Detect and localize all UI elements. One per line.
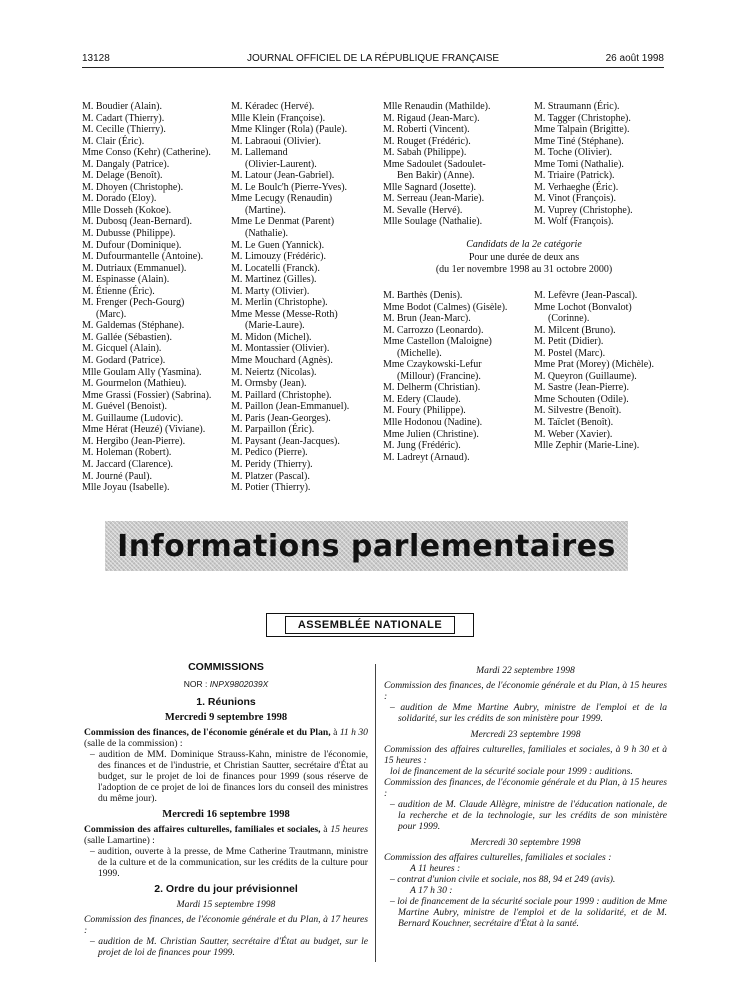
category-duration: Pour une durée de deux ans <box>468 251 580 263</box>
person-entry: M. Barthès (Denis). <box>383 290 463 301</box>
person-entry: M. Jaccard (Clarence). <box>82 458 174 470</box>
person-entry: M. Delherm (Christian). <box>383 382 481 394</box>
section-reunions: 1. Réunions <box>196 696 256 708</box>
person-entry: Mlle Sagnard (Josette). <box>383 181 477 193</box>
person-entry: M. Lefèvre (Jean-Pascal). <box>534 290 638 301</box>
person-entry: M. Foury (Philippe). <box>383 405 466 417</box>
person-entry: Mme Talpain (Brigitte). <box>534 124 630 136</box>
person-entry: M. Dhoyen (Christophe). <box>82 181 184 193</box>
person-entry: M. Potier (Thierry). <box>231 482 311 494</box>
person-entry: Mme Tomi (Nathalie). <box>534 158 624 170</box>
person-entry: M. Verhaeghe (Éric). <box>534 181 619 193</box>
agenda-item: loi de financement de la sécurité sociale pour 1999 : auditions. <box>390 766 633 777</box>
person-entry: M. Galdemas (Stéphane). <box>82 320 185 332</box>
person-entry: M. Marty (Olivier). <box>231 285 310 297</box>
banner-title: Informations parlementaires <box>117 529 616 564</box>
page-number: 13128 <box>82 53 110 64</box>
person-entry: Mme Czaykowski-Lefur <box>383 359 482 371</box>
name-column-3 <box>383 101 527 228</box>
agenda-item: – audition de M. Christian Sautter, secrétaire d'État au budget, sur le projet de loi de finances pour 1999. <box>90 936 368 958</box>
person-entry: M. Dufour (Dominique). <box>82 239 182 251</box>
person-entry: (Marc). <box>96 308 127 320</box>
person-entry: M. Vuprey (Christophe). <box>534 204 633 216</box>
nor-label: NOR : <box>183 679 210 689</box>
category-period: (du 1er novembre 1998 au 31 octobre 2000) <box>435 264 613 275</box>
person-entry: M. Boudier (Alain). <box>82 101 162 112</box>
person-entry: Mme Messe (Messe-Roth) <box>231 308 338 320</box>
person-entry: M. Étienne (Éric). <box>82 285 155 297</box>
person-entry: M. Journé (Paul). <box>82 470 152 482</box>
person-entry: M. Edery (Claude). <box>383 393 461 405</box>
person-entry: M. Dubusse (Philippe). <box>82 228 176 240</box>
person-entry: M. Dutriaux (Emmanuel). <box>82 262 187 274</box>
person-entry: (Martine). <box>245 204 286 216</box>
person-entry: (Corinne). <box>548 313 590 325</box>
agenda-item: – audition de Mme Martine Aubry, ministre de l'emploi et de la solidarité, sur les crédits de son ministère pour 1999. <box>390 702 667 724</box>
person-entry: (Nathalie). <box>245 228 289 240</box>
person-entry: M. Le Boulc'h (Pierre-Yves). <box>231 181 348 193</box>
person-entry: M. Paris (Jean-Georges). <box>231 412 331 424</box>
person-entry: M. Dangaly (Patrice). <box>82 158 170 170</box>
person-entry: M. Sevalle (Hervé). <box>383 204 463 216</box>
date-heading: Mercredi 16 septembre 1998 <box>162 809 290 820</box>
person-entry: M. Merlin (Christophe). <box>231 297 328 309</box>
person-entry: M. Wolf (François). <box>534 216 614 228</box>
person-entry: M. Tagger (Christophe). <box>534 112 631 124</box>
person-entry: M. Ormsby (Jean). <box>231 378 307 390</box>
person-entry: M. Platzer (Pascal). <box>231 470 310 482</box>
person-entry: M. Limouzy (Frédéric). <box>231 251 326 263</box>
person-entry: M. Dufourmantelle (Antoine). <box>82 251 204 263</box>
agenda-item: – audition de M. Claude Allègre, ministre de l'éducation nationale, de la recherche et de la technologie, sur les crédits de son ministère pour 1999. <box>390 799 667 832</box>
person-entry: M. Silvestre (Benoît). <box>534 405 622 417</box>
person-entry: Mlle Klein (Françoise). <box>231 112 326 124</box>
person-entry: M. Guillaume (Ludovic). <box>82 412 184 424</box>
person-entry: M. Guével (Benoist). <box>82 401 167 413</box>
person-entry: M. Delage (Benoît). <box>82 170 163 182</box>
paragraph: Commission des finances, de l'économie générale et du Plan, à 15 heures : <box>384 680 667 702</box>
category-heading <box>383 239 665 277</box>
section-banner <box>105 521 628 571</box>
person-entry: Ben Bakir) (Anne). <box>397 170 475 182</box>
person-entry: M. Godard (Patrice). <box>82 355 166 367</box>
person-entry: (Marie-Laure). <box>245 320 305 332</box>
person-entry: M. Parpaillon (Éric). <box>231 424 315 436</box>
person-entry: M. Pedico (Pierre). <box>231 447 308 459</box>
paragraph <box>84 824 368 846</box>
journal-title: JOURNAL OFFICIEL DE LA RÉPUBLIQUE FRANÇAISE <box>246 53 500 64</box>
person-entry: M. Petit (Didier). <box>534 336 604 348</box>
person-entry: M. Kéradec (Hervé). <box>231 101 315 112</box>
person-entry: M. Sabah (Philippe). <box>383 147 467 159</box>
time: 11 h 30 <box>339 727 368 738</box>
person-entry: Mme Julien (Christine). <box>383 428 479 440</box>
date-heading: Mercredi 30 septembre 1998 <box>470 837 581 848</box>
issue-date: 26 août 1998 <box>605 53 664 64</box>
person-entry: Mme Lecugy (Renaudin) <box>231 193 333 205</box>
person-entry: M. Peridy (Thierry). <box>231 458 313 470</box>
text-fragment: à <box>330 727 338 738</box>
person-entry: Mme Lochot (Bonvalot) <box>534 301 632 313</box>
person-entry: M. Labraoui (Olivier). <box>231 135 321 147</box>
person-entry: M. Le Guen (Yannick). <box>231 239 325 251</box>
person-entry: (Millour) (Francine). <box>397 370 481 382</box>
text-fragment: (salle Lamartine) : <box>84 835 155 846</box>
paragraph: Commission des affaires culturelles, familiales et sociales, à 9 h 30 et à 15 heures : <box>384 744 667 766</box>
person-entry: Mme Mouchard (Agnès). <box>231 355 333 367</box>
person-entry: M. Frenger (Pech-Gourg) <box>82 297 185 309</box>
person-entry: M. Roberti (Vincent). <box>383 124 470 136</box>
person-entry: Mme Tiné (Stéphane). <box>534 135 624 147</box>
left-text-column <box>84 662 368 958</box>
commission-name: Commission des affaires culturelles, familiales et sociales, <box>84 824 321 835</box>
person-entry: Mme Le Denmat (Parent) <box>231 216 335 228</box>
section-ordre-du-jour: 2. Ordre du jour prévisionnel <box>154 883 298 895</box>
assembly-title: ASSEMBLÉE NATIONALE <box>285 616 455 634</box>
person-entry: M. Dorado (Eloy). <box>82 193 157 205</box>
person-entry: M. Queyron (Guillaume). <box>534 370 637 382</box>
person-entry: M. Hergibo (Jean-Pierre). <box>82 435 186 447</box>
person-entry: M. Serreau (Jean-Marie). <box>383 193 485 205</box>
person-entry: Mlle Renaudin (Mathilde). <box>383 101 491 112</box>
right-text-column <box>384 662 667 929</box>
text-fragment: (salle de la commission) : <box>84 738 183 749</box>
agenda-item: – audition de MM. Dominique Strauss-Kahn, ministre de l'économie, des finances et de l'industrie, et Christian Sautter, secrétaire d'État au budget, sur le projet de loi de finances pour 1999 (sous réserve de l'adoption de ce projet de loi de finances lors du conseil des ministres du même jour). <box>90 749 368 804</box>
date-heading: Mardi 15 septembre 1998 <box>176 899 276 910</box>
person-entry: Mme Grassi (Fossier) (Sabrina). <box>82 389 212 401</box>
person-entry: M. Martinez (Gilles). <box>231 274 317 286</box>
date-heading: Mardi 22 septembre 1998 <box>476 665 575 676</box>
date-heading: Mercredi 9 septembre 1998 <box>164 712 288 723</box>
nor-reference <box>84 679 368 690</box>
person-entry: M. Gicquel (Alain). <box>82 343 162 355</box>
person-entry: M. Neiertz (Nicolas). <box>231 366 317 378</box>
person-entry: Mlle Soulage (Nathalie). <box>383 216 483 228</box>
name-column-4 <box>534 101 664 228</box>
person-entry: M. Gallée (Sébastien). <box>82 331 172 343</box>
person-entry: M. Dubosq (Jean-Bernard). <box>82 216 192 228</box>
category-column-1 <box>383 290 528 463</box>
person-entry: M. Carrozzo (Leonardo). <box>383 324 484 336</box>
person-entry: (Olivier-Laurent). <box>245 158 317 170</box>
name-column-1 <box>82 101 220 494</box>
person-entry: Mme Prat (Morey) (Michèle). <box>534 359 654 371</box>
header-rule <box>82 67 664 68</box>
agenda-item: – audition, ouverte à la presse, de Mme Catherine Trautmann, ministre de la culture et de la communication, sur les crédits de la culture pour 1999. <box>90 846 368 879</box>
person-entry: M. Lallemand <box>231 147 288 159</box>
person-entry: M. Montassier (Olivier). <box>231 343 330 355</box>
name-column-2 <box>231 101 375 494</box>
page-header <box>82 53 664 67</box>
time-heading: A 11 heures : <box>410 863 461 874</box>
time: 15 heures <box>330 824 368 835</box>
commissions-heading: COMMISSIONS <box>188 661 264 673</box>
person-entry: M. Clair (Éric). <box>82 135 145 147</box>
person-entry: M. Postel (Marc). <box>534 347 606 359</box>
category-title: Candidats de la 2e catégorie <box>466 239 582 250</box>
person-entry: Mme Conso (Kehr) (Catherine). <box>82 147 211 159</box>
person-entry: M. Cadart (Thierry). <box>82 112 165 124</box>
person-entry: Mlle Hodonou (Nadine). <box>383 417 483 429</box>
person-entry: Mlle Dosseh (Kokoe). <box>82 204 172 216</box>
person-entry: M. Brun (Jean-Marc). <box>383 313 471 325</box>
person-entry: M. Milcent (Bruno). <box>534 324 616 336</box>
paragraph: Commission des finances, de l'économie générale et du Plan, à 15 heures : <box>384 777 667 799</box>
person-entry: Mme Sadoulet (Sadoulet- <box>383 158 486 170</box>
person-entry: M. Weber (Xavier). <box>534 428 613 440</box>
person-entry: M. Toche (Olivier). <box>534 147 612 159</box>
time-heading: A 17 h 30 : <box>410 885 453 896</box>
person-entry: M. Triaire (Patrick). <box>534 170 615 182</box>
paragraph <box>84 727 368 749</box>
assembly-box <box>266 613 474 637</box>
nor-code: INPX9802039X <box>209 679 269 689</box>
person-entry: M. Jung (Frédéric). <box>383 440 461 452</box>
person-entry: Mlle Joyau (Isabelle). <box>82 482 170 494</box>
person-entry: M. Espinasse (Alain). <box>82 274 170 286</box>
person-entry: M. Cecille (Thierry). <box>82 124 166 136</box>
person-entry: (Michelle). <box>397 347 442 359</box>
person-entry: M. Gourmelon (Mathieu). <box>82 378 187 390</box>
paragraph: Commission des affaires culturelles, familiales et sociales : <box>384 852 612 863</box>
date-heading: Mercredi 23 septembre 1998 <box>470 729 581 740</box>
person-entry: Mlle Zephir (Marie-Line). <box>534 440 640 452</box>
person-entry: M. Rigaud (Jean-Marc). <box>383 112 480 124</box>
person-entry: Mme Bodot (Calmes) (Gisèle). <box>383 301 508 313</box>
person-entry: M. Taïclet (Benoît). <box>534 417 614 429</box>
person-entry: M. Locatelli (Franck). <box>231 262 320 274</box>
person-entry: M. Vinot (François). <box>534 193 616 205</box>
person-entry: Mme Castellon (Maloigne) <box>383 336 492 348</box>
agenda-item: – loi de financement de la sécurité sociale pour 1999 : audition de Mme Martine Aubry, ministre de l'emploi et de la solidarité, et de M. Bernard Kouchner, secrétaire d'État à la santé. <box>390 896 667 929</box>
person-entry: M. Paillard (Christophe). <box>231 389 332 401</box>
person-entry: Mme Hérat (Heuzé) (Viviane). <box>82 424 206 436</box>
category-column-2 <box>534 290 666 452</box>
agenda-item: – contrat d'union civile et sociale, nos 88, 94 et 249 (avis). <box>390 874 616 885</box>
person-entry: M. Latour (Jean-Gabriel). <box>231 170 335 182</box>
person-entry: M. Ladreyt (Arnaud). <box>383 451 470 463</box>
text-fragment: à <box>320 824 328 835</box>
person-entry: M. Rouget (Frédéric). <box>383 135 471 147</box>
column-divider <box>375 664 376 962</box>
paragraph: Commission des finances, de l'économie générale et du Plan, à 17 heures : <box>84 914 368 936</box>
commission-name: Commission des finances, de l'économie générale et du Plan, <box>84 727 331 738</box>
person-entry: M. Straumann (Éric). <box>534 101 620 112</box>
person-entry: M. Sastre (Jean-Pierre). <box>534 382 629 394</box>
person-entry: M. Midon (Michel). <box>231 331 312 343</box>
person-entry: M. Paillon (Jean-Emmanuel). <box>231 401 350 413</box>
person-entry: Mme Schouten (Odile). <box>534 393 629 405</box>
person-entry: M. Holeman (Robert). <box>82 447 172 459</box>
person-entry: Mme Klinger (Rola) (Paule). <box>231 124 348 136</box>
person-entry: Mlle Goulam Ally (Yasmina). <box>82 366 202 378</box>
person-entry: M. Paysant (Jean-Jacques). <box>231 435 340 447</box>
